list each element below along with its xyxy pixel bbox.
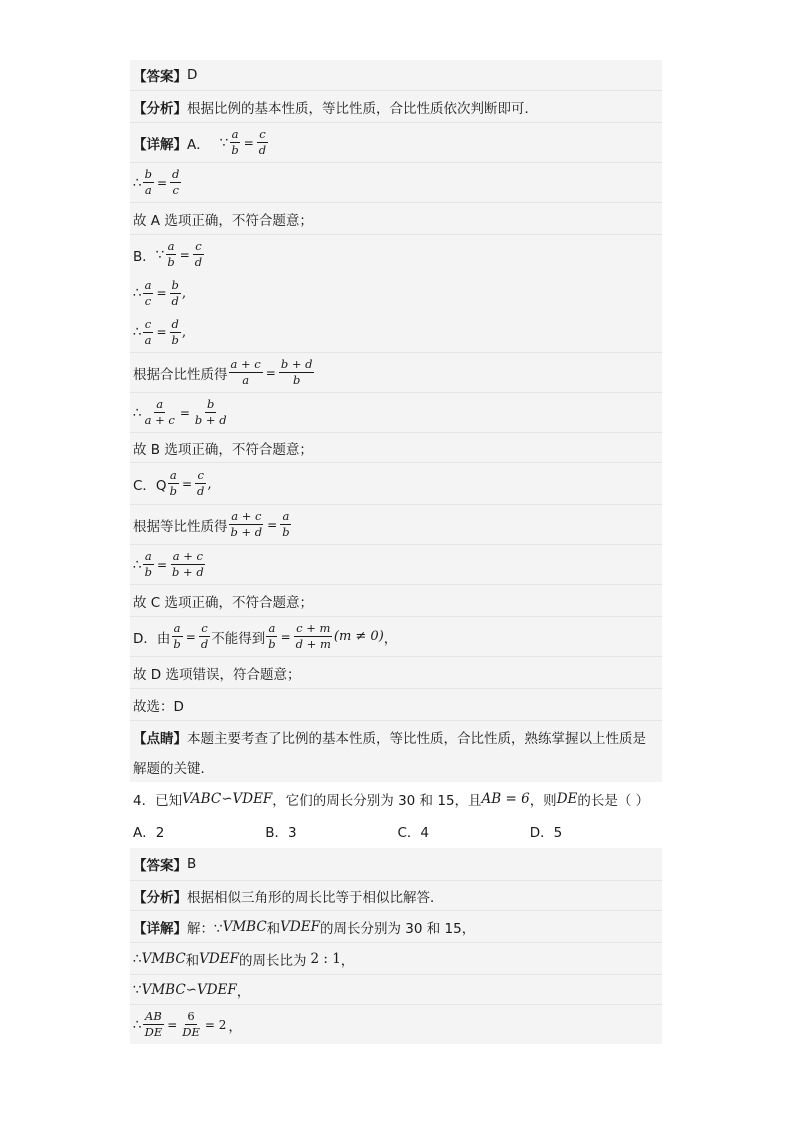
triangle-abc: VABC [182, 791, 222, 807]
d-condition: (m ≠ 0) [333, 629, 384, 644]
answer-value: B [187, 856, 197, 872]
b-hebi-line [130, 352, 662, 392]
b-conclusion-line [130, 432, 662, 462]
q4-detail-line-2 [130, 942, 662, 974]
equals-sign: = [243, 135, 254, 150]
fraction-c-over-d: $\frac{c}{d}$ [194, 239, 203, 269]
b-conclusion-text: 故 B 选项正确，不符合题意； [133, 441, 313, 458]
comment-line-2 [130, 752, 662, 782]
q4-detail-line-3 [130, 974, 662, 1004]
fraction-a-plus-c-over-a: $\frac{a + c}{a}$ [230, 357, 261, 387]
detail-1-end: 的周长分别为 30 和 15， [319, 920, 476, 937]
triangle-def: VDEF [232, 791, 273, 807]
analysis-line [130, 90, 662, 122]
b-step1-line [130, 274, 662, 312]
q4-detail-line-1 [130, 910, 662, 942]
equals-sign: = [265, 365, 276, 380]
d-prefix: D．由 [133, 630, 171, 647]
q4-stem-prefix: 4．已知 [133, 793, 183, 809]
fraction-6-over-de: $\frac{6}{DE}$ [182, 1009, 200, 1039]
comma: , [181, 285, 187, 301]
equals-two: = 2 [204, 1017, 227, 1032]
fraction-a-over-b: $\frac{a}{b}$ [282, 509, 290, 539]
fraction-d-over-b: $\frac{d}{b}$ [171, 316, 179, 347]
option-b[interactable]: B．3 [265, 825, 297, 841]
b-hebi-text: 根据合比性质得 [133, 366, 228, 383]
a-conclusion-line [130, 202, 662, 234]
and-text: 和 [266, 920, 281, 937]
c-dengbi-line [130, 504, 662, 544]
b-given-line [130, 234, 662, 274]
comma: ， [228, 1018, 242, 1035]
q3-solution-box [130, 60, 662, 782]
therefore-symbol: ∴ [133, 324, 142, 340]
c-step-line [130, 544, 662, 584]
therefore-symbol: ∴ [133, 404, 142, 421]
fraction-c-plus-m-over-d-plus-m: $\frac{c + m}{d + m}$ [295, 621, 331, 651]
b-step2-line [130, 312, 662, 352]
b-step3-line [130, 392, 662, 432]
fraction-a-plus-c-over-b-plus-d: $\frac{a + c}{b + d}$ [172, 549, 204, 579]
q4-solution-box [130, 848, 662, 1044]
a-conclusion-text: 故 A 选项正确，不符合题意； [133, 212, 313, 229]
fraction-b-over-b-plus-d: $\frac{b}{b + d}$ [194, 397, 227, 427]
answer-tag: 【答案】 [133, 69, 187, 85]
fraction-a-over-b: $\frac{a}{b}$ [167, 239, 175, 269]
fraction-a-over-a-plus-c: $\frac{a}{a + c}$ [144, 397, 175, 427]
equals-sign: = [179, 405, 190, 420]
fraction-b-plus-d-over-b: $\frac{b + d}{b}$ [280, 357, 313, 387]
d-conclusion-text: 故 D 选项错误，符合题意； [133, 666, 301, 683]
q4-stem-middle: ，它们的周长分别为 30 和 15，且 [272, 793, 482, 809]
fraction-d-over-c: $\frac{d}{c}$ [172, 167, 180, 197]
comma: , [181, 324, 187, 340]
therefore-symbol: ∴ [133, 1016, 142, 1033]
triangle-def: VDEF [280, 918, 320, 935]
detail-tag: 【详解】 [133, 136, 187, 153]
answer-line [130, 60, 662, 90]
fraction-c-over-d: $\frac{c}{d}$ [197, 468, 205, 498]
fraction-ab-over-de: $\frac{AB}{DE}$ [144, 1009, 163, 1039]
fraction-c-over-d: $\frac{c}{d}$ [200, 621, 209, 651]
detail-1-prefix: 解：∵ [187, 920, 223, 937]
comment-text-2: 解题的关键． [133, 761, 214, 777]
comma: ， [340, 952, 355, 969]
fraction-c-over-d: $\frac{c}{d}$ [258, 127, 267, 157]
c-prefix: C．Q [133, 477, 167, 494]
option-c[interactable]: C．4 [397, 825, 430, 841]
detail-2-middle: 的周长比为 [238, 952, 307, 969]
detail-a-line [130, 122, 662, 162]
equals-sign: = [167, 1017, 178, 1032]
since-symbol: ∵ [219, 134, 229, 151]
comment-tag: 【点睛】 [133, 730, 187, 747]
therefore-symbol: ∴ [133, 950, 142, 967]
q4-detail-line-4 [130, 1004, 662, 1044]
equals-sign: = [185, 629, 196, 644]
q4-answer-line [130, 848, 662, 880]
comma: ， [383, 630, 398, 647]
analysis-text: 根据比例的基本性质，等比性质，合比性质依次判断即可． [187, 100, 538, 117]
c-conclusion-line [130, 584, 662, 616]
fraction-a-over-b: $\frac{a}{b}$ [231, 127, 239, 157]
d-mid-text: 不能得到 [211, 630, 266, 647]
similar-symbol: ∽ [221, 791, 233, 807]
equals-sign: = [156, 557, 168, 572]
fraction-a-over-b: $\frac{a}{b}$ [268, 621, 276, 651]
answer-value: D [187, 67, 198, 83]
and-text: 和 [185, 952, 200, 969]
option-a[interactable]: A．2 [133, 825, 165, 841]
equals-sign: = [181, 476, 192, 491]
de-label: DE [556, 791, 578, 807]
fraction-a-over-c: $\frac{a}{c}$ [144, 277, 152, 308]
triangle-def: VDEF [199, 950, 239, 967]
equals-sign: = [179, 247, 190, 262]
therefore-symbol: ∴ [133, 174, 142, 191]
document-page [130, 60, 662, 1044]
comma: ， [236, 983, 251, 1000]
detail-tag: 【详解】 [133, 920, 187, 937]
ab-equals-6: AB = 6 [481, 791, 530, 807]
fraction-b-over-a: $\frac{b}{a}$ [144, 167, 152, 197]
comma: , [207, 475, 212, 492]
triangle-mbc: VMBC [141, 950, 186, 967]
fraction-a-over-b: $\frac{a}{b}$ [173, 621, 181, 651]
choose-text: 故选：D [133, 698, 184, 715]
d-conclusion-line [130, 656, 662, 688]
answer-tag: 【答案】 [133, 858, 187, 874]
option-d[interactable]: D．5 [529, 825, 563, 841]
since-symbol: ∵ [155, 246, 165, 263]
since-symbol: ∵ [133, 981, 142, 998]
comment-line-1 [130, 720, 662, 752]
comment-text-1: 本题主要考查了比例的基本性质，等比性质，合比性质，熟练掌握以上性质是 [187, 730, 646, 747]
fraction-c-over-a: $\frac{c}{a}$ [144, 316, 152, 347]
therefore-symbol: ∴ [133, 285, 142, 301]
equals-sign: = [280, 629, 291, 644]
triangle-def: VDEF [196, 981, 237, 998]
analysis-tag: 【分析】 [133, 889, 187, 906]
fraction-a-over-b: $\frac{a}{b}$ [144, 549, 152, 579]
similar-symbol: ∽ [185, 981, 197, 998]
triangle-mbc: VMBC [222, 918, 267, 935]
fraction-a-plus-c-over-b-plus-d: $\frac{a + c}{b + d}$ [230, 509, 263, 539]
q4-stem-end: 的长是（ ） [577, 793, 650, 809]
c-given-line [130, 462, 662, 504]
analysis-text: 根据相似三角形的周长比等于相似比解答． [187, 889, 444, 906]
q4-stem-then: ，则 [529, 793, 557, 809]
equals-sign: = [156, 325, 167, 339]
q4-stem [130, 782, 662, 816]
q4-analysis-line [130, 880, 662, 910]
triangle-mbc: VMBC [141, 981, 186, 998]
d-line [130, 616, 662, 656]
detail-a-prefix: A． [187, 136, 210, 153]
fraction-b-over-d: $\frac{b}{d}$ [171, 277, 179, 308]
analysis-tag: 【分析】 [133, 100, 187, 117]
a-step-line [130, 162, 662, 202]
equals-sign: = [267, 517, 278, 532]
choose-line [130, 688, 662, 720]
ratio-value: 2 : 1 [310, 950, 341, 967]
fraction-a-over-b: $\frac{a}{b}$ [169, 468, 177, 498]
b-prefix: B． [133, 248, 156, 265]
therefore-symbol: ∴ [133, 556, 142, 573]
c-dengbi-text: 根据等比性质得 [133, 518, 228, 535]
equals-sign: = [156, 175, 168, 190]
c-conclusion-text: 故 C 选项正确，不符合题意； [133, 594, 314, 611]
q4-options [130, 816, 662, 846]
equals-sign: = [156, 286, 167, 300]
